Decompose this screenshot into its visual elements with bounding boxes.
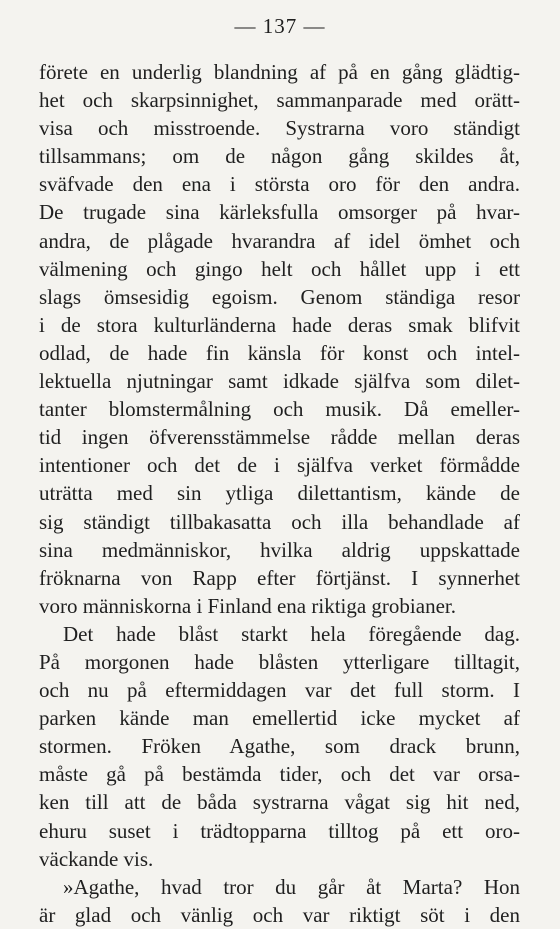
- text-line: ken till att de båda systrarna vågat sig hit ned,: [39, 790, 520, 815]
- text-line: tid ingen öfverensstämmelse rådde mellan deras: [39, 425, 520, 450]
- text-line: väckande vis.: [39, 846, 154, 871]
- text-line: måste gå på bestämda tider, och det var orsa-: [39, 762, 520, 787]
- text-line: tanter blomstermålning och musik. Då emeller-: [39, 397, 520, 422]
- text-line: och nu på eftermiddagen var det full storm. I: [39, 678, 520, 703]
- text-line: De trugade sina kärleksfulla omsorger på hvar-: [39, 200, 520, 225]
- text-line: sig ständigt tillbakasatta och illa behandlade af: [39, 509, 520, 534]
- text-line: i de stora kulturländerna hade deras smak blifvit: [39, 312, 520, 337]
- text-line: het och skarpsinnighet, sammanparade med orätt-: [39, 88, 520, 113]
- text-line: tillsammans; om de någon gång skildes åt,: [39, 144, 520, 169]
- text-line: På morgonen hade blåsten ytterligare tilltagit,: [39, 649, 520, 674]
- text-line: är glad och vänlig och var riktigt söt i den: [39, 902, 520, 927]
- text-line: lektuella njutningar samt idkade själfva som dilet-: [39, 369, 520, 394]
- text-line: fröknarna von Rapp efter förtjänst. I synnerhet: [39, 565, 520, 590]
- text-line: voro människorna i Finland ena riktiga grobianer.: [39, 593, 456, 618]
- text-line: parken kände man emellertid icke mycket af: [39, 706, 520, 731]
- text-line: intentioner och det de i själfva verket förmådde: [39, 453, 520, 478]
- text-line: ehuru suset i trädtopparna tilltog på ett oro-: [39, 818, 520, 843]
- text-line: sväfvade den ena i största oro för den andra.: [39, 172, 520, 197]
- text-line: slags ömsesidig egoism. Genom ständiga resor: [39, 284, 520, 309]
- text-line: stormen. Fröken Agathe, som drack brunn,: [39, 734, 520, 759]
- text-line: sina medmänniskor, hvilka aldrig uppskattade: [39, 537, 520, 562]
- text-line: Det hade blåst starkt hela föregående dag.: [63, 621, 520, 646]
- text-line: andra, de plågade hvarandra af idel ömhet och: [39, 228, 520, 253]
- page-number: — 137 —: [234, 14, 326, 38]
- text-line: visa och misstroende. Systrarna voro ständigt: [39, 116, 520, 141]
- text-line: välmening och gingo helt och hållet upp i ett: [39, 256, 520, 281]
- text-line: odlad, de hade fin känsla för konst och intel-: [39, 340, 520, 365]
- text-line: »Agathe, hvad tror du går åt Marta? Hon: [63, 874, 520, 899]
- text-line: förete en underlig blandning af på en gång glädtig-: [39, 60, 520, 84]
- text-line: uträtta med sin ytliga dilettantism, kände de: [39, 481, 520, 506]
- body-text: [39, 58, 520, 929]
